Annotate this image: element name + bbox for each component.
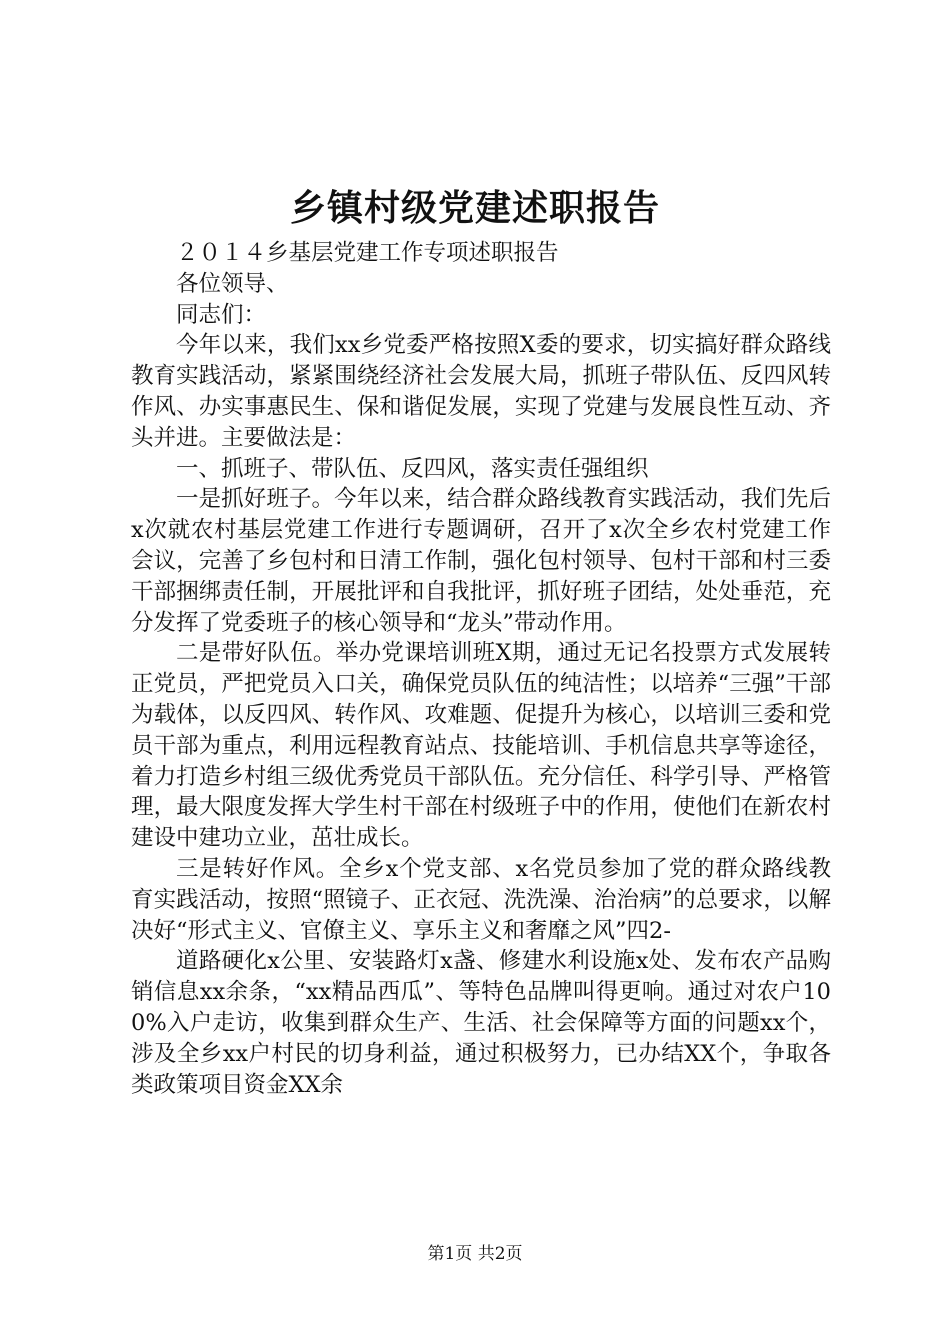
page-footer: 第1页 共2页 [427, 1244, 523, 1264]
document-body [131, 238, 831, 1100]
salutation-leaders: 各位领导、 [176, 270, 289, 297]
paragraph-leadership: 一是抓好班子。今年以来，结合群众路线教育实践活动，我们先后x次就农村基层党建工作进行专题调研，召开了x次全乡农村党建工作会议，完善了乡包村和日清工作制，强化包村领导、包村干部和村三委干部捆绑责任制，开展批评和自我批评，抓好班子团结，处处垂范，充分发挥了党委班子的核心领导和“龙头”带动作用。 [131, 486, 831, 636]
report-subtitle: ２０１４乡基层党建工作专项述职报告 [176, 240, 559, 266]
paragraph-projects: 道路硬化x公里、安装路灯x盏、修建水利设施x处、发布农产品购销信息xx余条，“xx精品西瓜”、等特色品牌叫得更响。通过对农户100%入户走访，收集到群众生产、生活、社会保障等方面的问题xx个，涉及全乡xx户村民的切身利益，通过积极努力，已办结XX个，争取各类政策项目资金XX余 [131, 948, 831, 1098]
salutation-comrades: 同志们： [176, 301, 267, 328]
document-title: 乡镇村级党建述职报告 [289, 187, 660, 229]
intro-paragraph: 今年以来，我们xx乡党委严格按照X委的要求，切实搞好群众路线教育实践活动，紧紧围绕经济社会发展大局，抓班子带队伍、反四风转作风、办实事惠民生、保和谐促发展，实现了党建与发展良性互动、齐头并进。主要做法是： [131, 332, 831, 451]
paragraph-style: 三是转好作风。全乡x个党支部、x名党员参加了党的群众路线教育实践活动，按照“照镜子、正衣冠、洗洗澡、治治病”的总要求，以解决好“形式主义、官僚主义、享乐主义和奢靡之风”四2- [131, 855, 831, 944]
paragraph-team: 二是带好队伍。举办党课培训班X期，通过无记名投票方式发展转正党员，严把党员入口关，确保党员队伍的纯洁性；以培养“三强”干部为载体，以反四风、转作风、攻难题、促提升为核心，以培训三委和党员干部为重点，利用远程教育站点、技能培训、手机信息共享等途径，着力打造乡村组三级优秀党员干部队伍。充分信任、科学引导、严格管理，最大限度发挥大学生村干部在村级班子中的作用，使他们在新农村建设中建功立业，茁壮成长。 [131, 640, 831, 852]
section-heading-1: 一、抓班子、带队伍、反四风，落实责任强组织 [176, 455, 649, 482]
